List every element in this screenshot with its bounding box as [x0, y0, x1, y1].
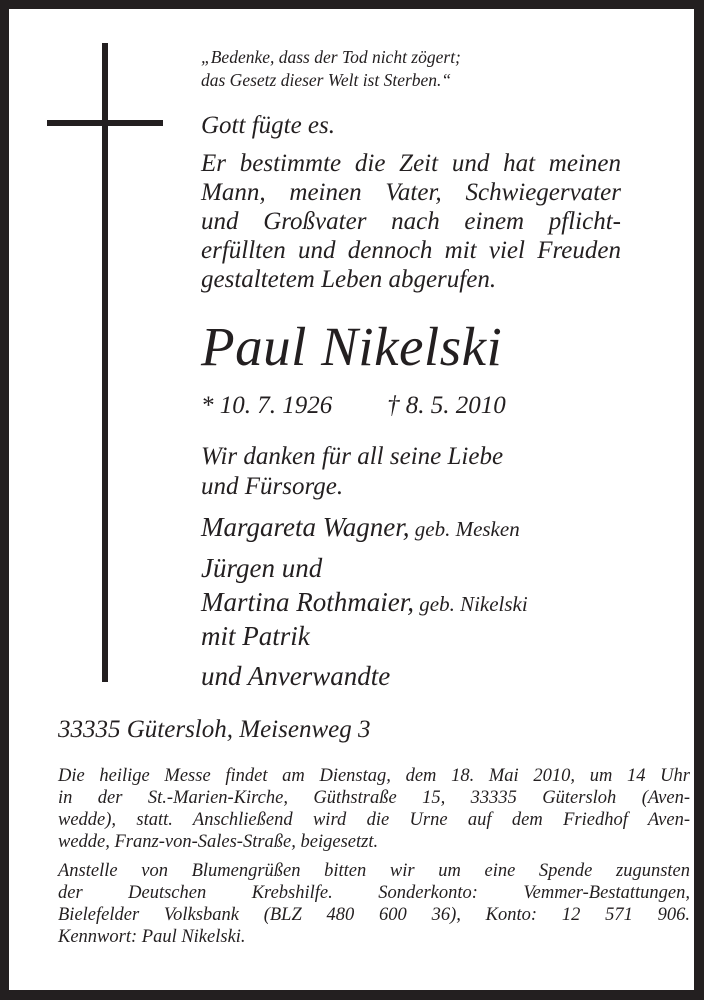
birth-date: * 10. 7. 1926: [201, 392, 333, 419]
announcement-line: gestaltetem Leben abgerufen.: [201, 266, 497, 293]
thanks-text: [201, 442, 503, 502]
announcement-line: und Großvater nach einem pflicht-: [201, 208, 621, 235]
opening-line: Gott fügte es.: [201, 112, 336, 139]
service-info-line: in der St.-Marien-Kirche, Güthstraße 15, 33335 Gütersloh (Aven-: [58, 788, 690, 808]
daughter-in-law-maiden-name: geb. Nikelski: [414, 592, 528, 616]
quote-line: das Gesetz dieser Welt ist Sterben.“: [201, 70, 452, 90]
thanks-line: und Fürsorge.: [201, 473, 344, 500]
mourner-children: [201, 551, 528, 653]
quote-line: „Bedenke, dass der Tod nicht zögert;: [201, 47, 461, 67]
donation-info-line: Bielefelder Volksbank (BLZ 480 600 36), Konto: 12 571 906.: [58, 905, 690, 925]
donation-info-line: der Deutschen Krebshilfe. Sonderkonto: Vemmer-Bestattungen,: [58, 883, 690, 903]
grandchild-name: mit Patrik: [201, 621, 310, 651]
service-info: [58, 765, 690, 853]
opening-quote: [201, 46, 461, 92]
service-info-line: Die heilige Messe findet am Dienstag, dem 18. Mai 2010, um 14 Uhr: [58, 766, 690, 786]
obituary-notice: [9, 9, 694, 990]
mourner-relatives: und Anverwandte: [201, 661, 391, 691]
announcement-line: Er bestimmte die Zeit und hat meinen: [201, 150, 621, 177]
funeral-details: [58, 765, 690, 948]
son-name: Jürgen und: [201, 553, 323, 583]
service-info-line: wedde, Franz-von-Sales-Straße, beigesetzt.: [58, 832, 379, 852]
donation-info-line: Kennwort: Paul Nikelski.: [58, 927, 246, 947]
donation-info-line: Anstelle von Blumengrüßen bitten wir um eine Spende zugunsten: [58, 861, 690, 881]
donation-info: [58, 860, 690, 948]
widow-name: Margareta Wagner,: [201, 512, 410, 542]
daughter-in-law-name: Martina Rothmaier,: [201, 587, 414, 617]
announcement-line: Mann, meinen Vater, Schwiegervater: [201, 179, 621, 206]
mourner-widow: [201, 510, 520, 546]
cross-icon-horizontal-bar: [47, 120, 163, 126]
family-address: 33335 Gütersloh, Meisenweg 3: [58, 716, 371, 743]
deceased-name: Paul Nikelski: [201, 316, 503, 377]
thanks-line: Wir danken für all seine Liebe: [201, 443, 504, 470]
announcement-line: erfüllten und dennoch mit viel Freuden: [201, 237, 621, 264]
announcement-text: [201, 149, 621, 294]
widow-maiden-name: geb. Mesken: [409, 517, 520, 541]
cross-icon-vertical-bar: [102, 43, 108, 682]
life-dates: [201, 391, 506, 421]
service-info-line: wedde), statt. Anschließend wird die Urne auf dem Friedhof Aven-: [58, 810, 690, 830]
death-date: † 8. 5. 2010: [387, 392, 506, 419]
daughter-in-law: [201, 585, 528, 619]
